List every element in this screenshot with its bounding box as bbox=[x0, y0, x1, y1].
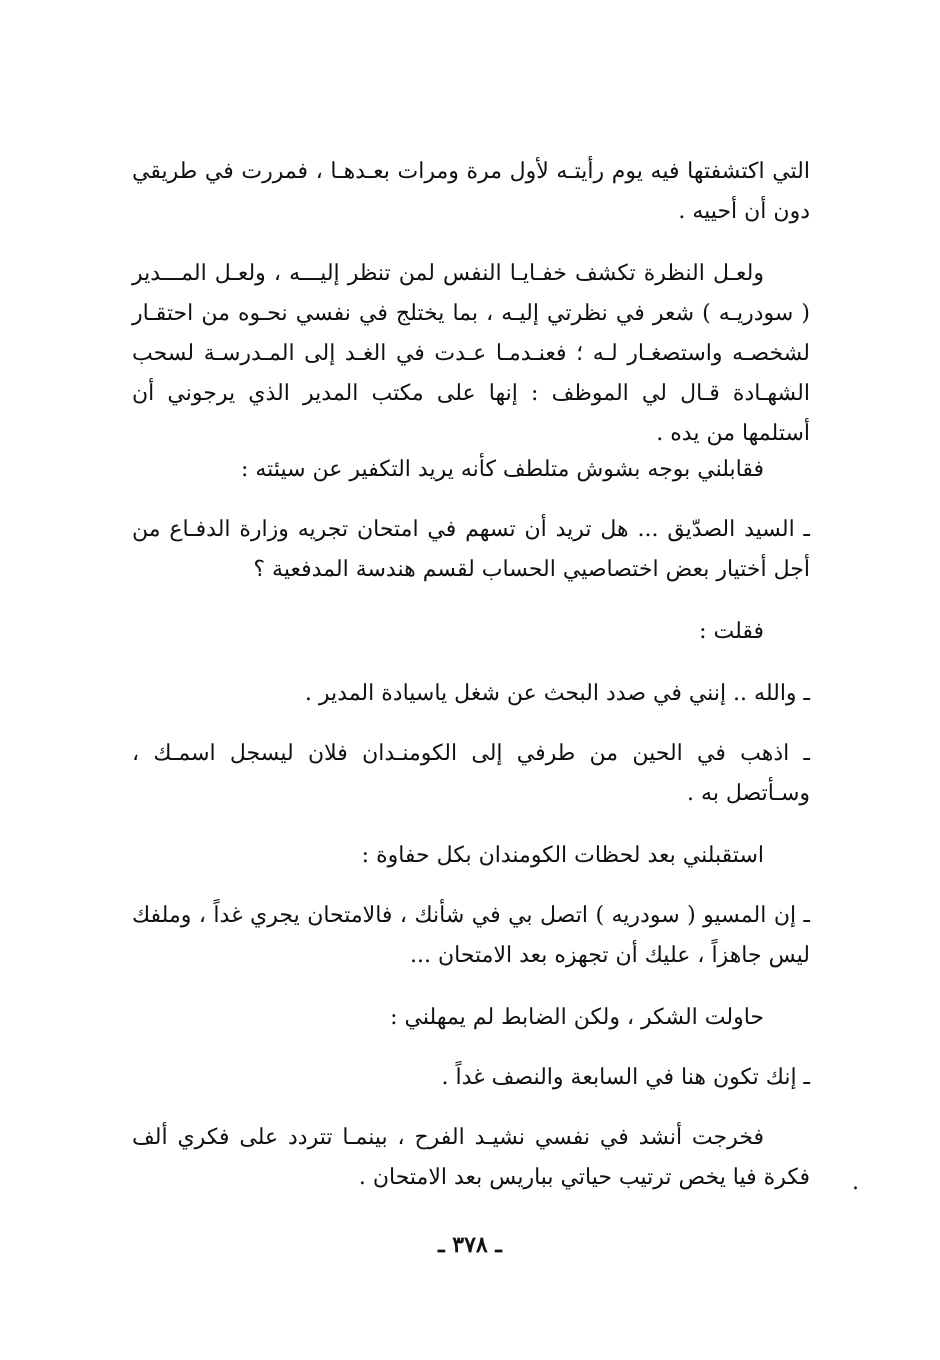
paragraph-6: ـ والله .. إنني في صدد البحث عن شغل ياسيادة المدير . bbox=[304, 681, 810, 706]
paragraph-4: ـ السيد الصدّيق ... هل تريد أن تسهم في امتحان تجريه وزارة الدفـاع من أجل أختيار بعض اختصاصيي الحساب لقسم هندسة المدفعية ؟ bbox=[132, 517, 810, 582]
paragraph-5: فقلت : bbox=[699, 619, 764, 644]
page-number: ـ ٣٧٨ ـ bbox=[438, 1232, 502, 1258]
stray-mark: . bbox=[852, 1170, 859, 1195]
paragraph-3: فقابلني بوجه بشوش متلطف كأنه يريد التكفير عن سيئته : bbox=[240, 457, 764, 482]
paragraph-11: ـ إنك تكون هنا في السابعة والنصف غداً . bbox=[441, 1065, 810, 1090]
paragraph-7: ـ اذهب في الحين من طرفي إلى الكومنـدان فلان ليسجل اسمـك ، وسـأتصل به . bbox=[132, 741, 810, 806]
paragraph-1: التي اكتشفتها فيه يوم رأيتـه لأول مرة ومرات بعـدهـا ، فمررت في طريقي دون أن أحييه . bbox=[132, 159, 810, 224]
paragraph-12: فخرجت أنشد في نفسي نشيـد الفرح ، بينمـا تتردد على فكري ألف فكرة فيا يخص ترتيب حياتي بباريس بعد الامتحان . bbox=[132, 1125, 810, 1190]
paragraph-8: استقبلني بعد لحظات الكومندان بكل حفاوة : bbox=[361, 843, 764, 868]
paragraph-9: ـ إن المسيو ( سودريه ) اتصل بي في شأنك ، فالامتحان يجري غداً ، وملفك ليس جاهزاً ، عليك أن تجهزه بعد الامتحان ... bbox=[132, 903, 810, 968]
paragraph-10: حاولت الشكر ، ولكن الضابط لم يمهلني : bbox=[390, 1005, 764, 1030]
paragraph-2: ولعـل النظرة تكشف خفـايـا النفس لمن تنظر إليـــه ، ولعـل المـــدير ( سودريـه ) شعر في نظرتي إليـه ، بما يختلج في نفسي نحـوه من احتقـار لشخصـه واستصغـار لـه ؛ فعنـدمـا عـدت في الغـد إلى المـدرسـة لسحب الشهـادة قـال لي الموظف : إنها على مكتب المدير الذي يرجوني أن أستلمها من يده . bbox=[132, 261, 810, 446]
